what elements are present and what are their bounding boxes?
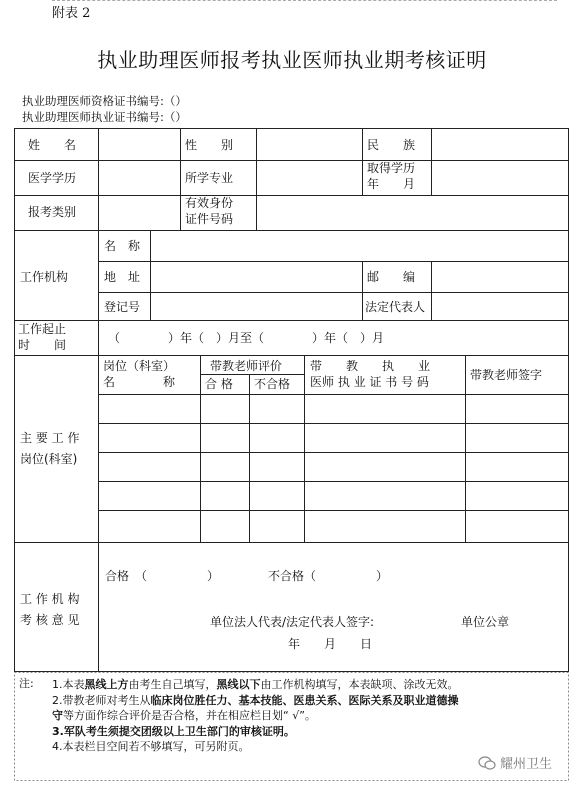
note-4: 4.本表栏目空间若不够填写，可另附页。 <box>52 740 250 753</box>
legal-rep-label: 法定代表人 <box>365 300 426 314</box>
work-period-label-1: 工作起止 <box>18 322 67 336</box>
result-unqualified[interactable]: 不合格（ ） <box>268 569 389 583</box>
work-period-value[interactable]: （ ）年（ ）月至（ ）年（ ）月 <box>108 331 385 345</box>
result-qualified[interactable]: 合格 （ ） <box>105 569 220 583</box>
postcode-label: 邮 编 <box>367 270 416 284</box>
cert-number-assistant: 执业助理医师资格证书编号:（） <box>22 94 187 108</box>
registration-field[interactable] <box>151 293 362 320</box>
post-row-2[interactable] <box>99 424 568 452</box>
degree-date-label-2: 年 月 <box>367 177 416 191</box>
post-dept-header-2: 名 称 <box>103 375 176 389</box>
legal-rep-field[interactable] <box>432 293 568 320</box>
watermark-text: 耀州卫生 <box>500 757 553 772</box>
gender-field[interactable] <box>257 129 362 160</box>
institution-label: 工作机构 <box>20 270 69 284</box>
cert-number-practice: 执业助理医师执业证书编号:（） <box>22 110 187 124</box>
institution-name-field[interactable] <box>151 231 568 261</box>
ethnicity-field[interactable] <box>432 129 568 160</box>
post-row-4[interactable] <box>99 482 568 510</box>
exam-category-label: 报考类别 <box>28 205 77 219</box>
watermark <box>478 753 552 772</box>
degree-date-field[interactable] <box>432 161 568 195</box>
id-number-field[interactable] <box>257 196 568 230</box>
name-label: 姓 名 <box>28 138 77 152</box>
post-row-1[interactable] <box>99 395 568 423</box>
name-field[interactable] <box>99 129 180 160</box>
registration-label: 登记号 <box>104 300 141 314</box>
institution-address-label: 地 址 <box>104 270 141 284</box>
degree-date-label-1: 取得学历 <box>367 161 416 175</box>
institution-name-label: 名 称 <box>104 239 141 253</box>
teacher-eval-header: 带教老师评价 <box>210 359 283 373</box>
note-1: 1.本表黑线上方由考生自己填写，黑线以下由工作机构填写，本表缺项、涂改无效。 <box>52 678 459 691</box>
page-title: 执业助理医师报考执业医师执业期考核证明 <box>97 48 487 72</box>
id-label-2: 证件号码 <box>185 212 234 226</box>
post-row-3[interactable] <box>99 453 568 481</box>
id-label-1: 有效身份 <box>185 196 234 210</box>
wechat-logo-icon <box>478 756 496 770</box>
institution-address-field[interactable] <box>151 262 362 292</box>
work-period-label-2: 时 间 <box>18 338 67 352</box>
notes-label: 注: <box>19 677 34 690</box>
gender-label: 性 别 <box>185 138 234 152</box>
postcode-field[interactable] <box>432 262 568 292</box>
qualified-header: 合 格 <box>205 377 233 391</box>
education-label: 医学学历 <box>28 171 77 185</box>
major-label: 所学专业 <box>185 171 234 185</box>
teacher-cert-header-1: 带 教 执 业 <box>310 359 431 373</box>
note-2-cont: 守等方面作综合评价是否合格，并在相应栏目划“ √”。 <box>52 709 316 722</box>
appendix-label: 附表 2 <box>52 6 91 21</box>
teacher-sign-header: 带教老师签字 <box>470 368 543 382</box>
education-field[interactable] <box>99 161 180 195</box>
post-dept-header-1: 岗位（科室） <box>103 359 176 373</box>
legal-signature-label: 单位法人代表/法定代表人签字: <box>210 615 375 629</box>
note-2: 2.带教老师对考生从临床岗位胜任力、基本技能、医患关系、医际关系及职业道德操 <box>52 694 459 707</box>
assessment-label-1: 工 作 机 构 <box>20 592 80 606</box>
note-3: 3.军队考生须提交团级以上卫生部门的审核证明。 <box>52 725 295 738</box>
post-row-5[interactable] <box>99 511 568 542</box>
ethnicity-label: 民 族 <box>367 138 416 152</box>
main-post-label-2: 岗位(科室) <box>20 452 78 466</box>
main-post-label-1: 主 要 工 作 <box>20 431 80 445</box>
exam-category-field[interactable] <box>99 196 180 230</box>
teacher-cert-header-2: 医师 执 业 证 书 号 码 <box>310 375 429 389</box>
assessment-label-2: 考 核 意 见 <box>20 613 80 627</box>
unit-seal-label: 单位公章 <box>461 615 510 629</box>
major-field[interactable] <box>257 161 362 195</box>
unqualified-header: 不合格 <box>254 377 291 391</box>
sign-date: 年 月 日 <box>288 637 373 651</box>
